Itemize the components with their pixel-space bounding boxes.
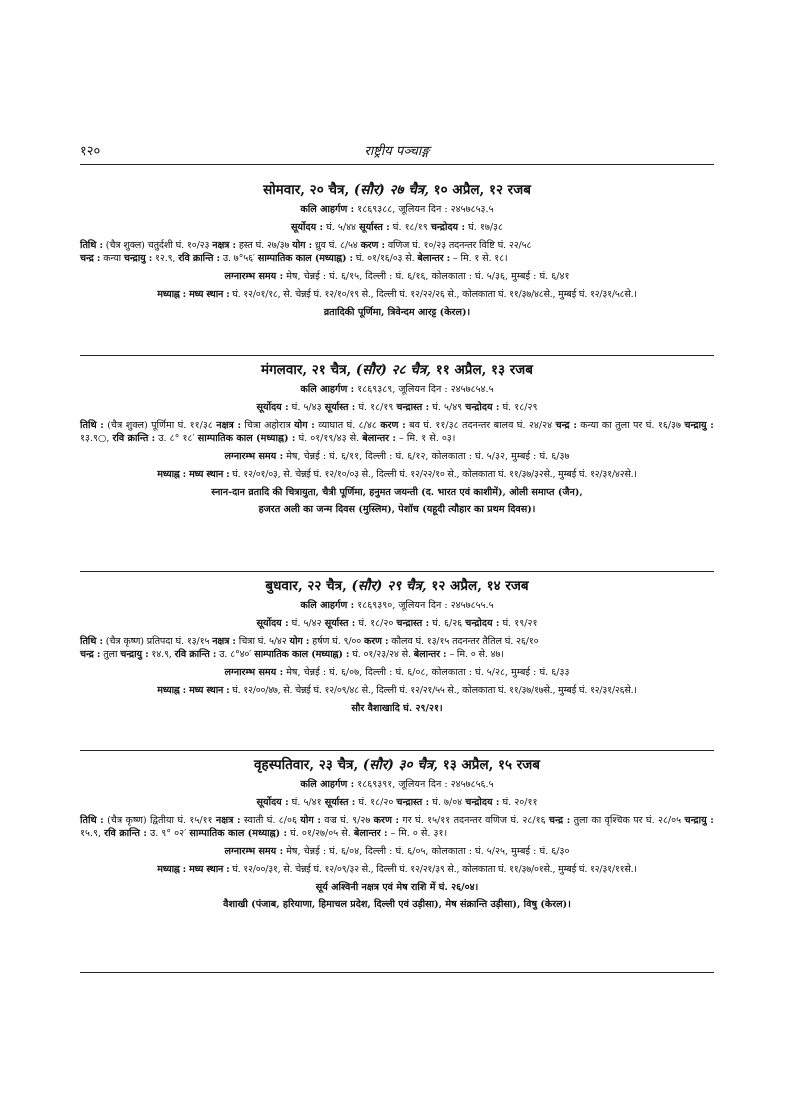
nakshatra-label: नक्षत्र :: [212, 240, 236, 251]
chandra-value: कन्या का तुला पर घं. १६/३७: [580, 420, 682, 431]
moonrise-value: घं. १८/२९: [502, 402, 538, 413]
day-title: [80, 182, 714, 198]
karana-label: करण :: [373, 815, 400, 826]
sunrise-value: घं. ५/४२: [291, 618, 322, 629]
day-title-main: बुधवार, २२ चैत्र,: [265, 578, 347, 594]
yoga-label: योग :: [289, 636, 310, 647]
lagna-line: [80, 666, 714, 679]
day-title-rest: १० अप्रैल, १२ रजब: [433, 182, 531, 198]
kali-label: कलि आहर्गण :: [300, 600, 355, 611]
kali-label: कलि आहर्गण :: [300, 204, 355, 215]
day-title-saur: (सौर) २८ चैत्र,: [355, 362, 432, 378]
kali-ahargana-line: [80, 599, 714, 612]
sunrise-value: घं. ५/४३: [291, 402, 322, 413]
sampatik-kaal-label: साम्पातिक काल (मध्याह्न) :: [257, 253, 353, 264]
day-title-saur: (सौर) ३० चैत्र,: [362, 757, 438, 773]
tithi-value: (चैत्र शुक्ल) चतुर्दशी घं. १०/२३: [105, 240, 210, 251]
tithi-label: तिथि :: [80, 420, 104, 431]
chandra-label: चन्द्र :: [555, 420, 577, 431]
karana-value: कौलव घं. १३/१५ तदनन्तर तैतिल घं. २६/१०: [391, 636, 539, 647]
ravi-kranti-label: रवि क्रान्ति :: [104, 828, 147, 839]
sunset-label: सूर्यास्त :: [359, 222, 390, 233]
day-title-main: मंगलवार, २१ चैत्र,: [261, 362, 352, 378]
karana-value: वणिज घं. १०/२३ तदनन्तर विष्टि घं. २२/५८: [387, 240, 532, 251]
lagna-line: [80, 845, 714, 858]
day-title-rest: ११ अप्रैल, १३ रजब: [435, 362, 533, 378]
nakshatra-value: हस्त घं. २७/३७: [238, 240, 290, 251]
julian-day-value: २४५७८५३.५: [450, 204, 494, 215]
lagna-value: मेष, चेन्नई : घं. ६/०४, दिल्ली : घं. ६/०५, कोलकाता : घं. ५/२५, मुम्बई : घं. ६/३०: [286, 846, 570, 857]
ravi-kranti-value: उ. ७°५६′: [222, 253, 255, 264]
sunset-label: सूर्यास्त :: [324, 402, 356, 413]
karana-value: बव घं. ११/३८ तदनन्तर बालव घं. २४/२४: [409, 420, 553, 431]
day-entry: [80, 362, 714, 520]
belantar-value: – मि. ० से. ४७।: [449, 649, 504, 660]
sunset-label: सूर्यास्त :: [324, 618, 356, 629]
nakshatra-value: स्वाती घं. ८/०६: [243, 815, 297, 826]
chandra-value: तुला: [103, 649, 118, 660]
madhyahna-label: मध्याह्न : मध्य स्थान :: [157, 469, 230, 480]
day-title-saur: (सौर) २७ चैत्र,: [353, 182, 429, 198]
madhyahna-value: घं. १२/०१/१८, से. चेन्नई घं. १२/१०/१९ से., दिल्ली घं. १२/२२/२६ से., कोलकाता घं. ११/३७/४८से., मुम्बई घं. १२/३१/५८से.।: [232, 289, 637, 300]
madhyahna-value: घं. १२/००/३१, से. चेन्नई घं. १२/०९/३२ से., दिल्ली घं. १२/२१/३९ से., कोलकाता घं. ११/३७/०१से., मुम्बई घं. १२/३१/११से.।: [232, 864, 637, 875]
sunset-label: सूर्यास्त :: [324, 797, 356, 808]
chandrayu-value: १४.९,: [151, 649, 172, 660]
lagna-label: लग्नारम्भ समय :: [224, 451, 284, 462]
chandra-value: कन्या: [103, 253, 122, 264]
moonrise-label: चन्द्रोदय :: [465, 618, 500, 629]
lagna-value: मेष, चेन्नई : घं. ६/११, दिल्ली : घं. ६/१२, कोलकाता : घं. ५/३२, मुम्बई : घं. ६/३७: [286, 451, 570, 462]
nakshatra-label: नक्षत्र :: [212, 636, 236, 647]
day-title: [80, 362, 714, 378]
day-title-main: सोमवार, २० चैत्र,: [263, 182, 350, 198]
yoga-value: हर्षण घं. ९/००: [312, 636, 362, 647]
day-title-rest: १२ अप्रैल, १४ रजब: [431, 578, 529, 594]
chandrayu-label: चन्द्रायु :: [684, 815, 714, 826]
moon-label: चन्द्रास्त :: [396, 402, 430, 413]
sunset-value: घं. १८/२०: [358, 618, 394, 629]
sunrise-value: घं. ५/४४: [326, 222, 357, 233]
sunrise-line: [80, 796, 714, 809]
day-title: [80, 578, 714, 594]
day-entry: [80, 757, 714, 915]
ravi-kranti-value: उ. ८° १८′: [158, 433, 195, 444]
moon-value: घं. ६/२६: [432, 618, 463, 629]
sunrise-label: सूर्योदय :: [256, 618, 289, 629]
lagna-label: लग्नारम्भ समय :: [224, 271, 284, 282]
nakshatra-value: चित्रा घं. ५/४२: [238, 636, 287, 647]
karana-label: करण :: [364, 636, 389, 647]
section-divider: [80, 355, 714, 356]
day-entry: [80, 182, 714, 323]
nakshatra-value: चित्रा अहोरात्र: [244, 420, 291, 431]
madhyahna-value: घं. १२/००/४७, से. चेन्नई घं. १२/०९/४८ से., दिल्ली घं. १२/२१/५५ से., कोलकाता घं. ११/३७/१७से., मुम्बई घं. १२/३१/२६से.।: [232, 685, 637, 696]
yoga-value: वज्र घं. ९/२७: [324, 815, 371, 826]
day-title-saur: (सौर) २९ चैत्र,: [351, 578, 427, 594]
kali-label: कलि आहर्गण :: [300, 779, 355, 790]
tithi-label: तिथि :: [80, 815, 104, 826]
sunset-value: घं. १८/२०: [358, 797, 394, 808]
festival-note: स्नान-दान व्रतादि की चित्रायुता, चैत्री पूर्णिमा, हनुमत जयन्ती (द. भारत एवं काशीमें), ओली समाप्त (जैन),: [211, 487, 583, 498]
moon-value: घं. ७/०४: [432, 797, 463, 808]
moonrise-label: चन्द्रोदय :: [465, 402, 500, 413]
lagna-label: लग्नारम्भ समय :: [224, 846, 284, 857]
kali-ahargana-line: [80, 383, 714, 396]
belantar-label: बेलान्तर :: [353, 828, 388, 839]
sampatik-kaal-value: घं. ०१/१६/०३ से.: [355, 253, 415, 264]
moonrise-label: चन्द्रोदय :: [465, 797, 500, 808]
tithi-value: (चैत्र कृष्ण) प्रतिपदा घं. १३/१५: [105, 636, 210, 647]
sunrise-label: सूर्योदय :: [290, 222, 324, 233]
kali-label: कलि आहर्गण :: [300, 384, 355, 395]
belantar-value: – मि. ० से. ३१।: [390, 828, 448, 839]
moon-label: चन्द्रोदय :: [430, 222, 466, 233]
day-title-main: वृहस्पतिवार, २३ चैत्र,: [254, 757, 359, 773]
tithi-label: तिथि :: [80, 636, 103, 647]
julian-day-value: २४५७८५५.५: [450, 600, 494, 611]
madhyahna-line: [80, 863, 714, 876]
chandrayu-label: चन्द्रायु :: [123, 253, 153, 264]
karana-value: गर घं. १५/११ तदनन्तर वणिज घं. २८/१६: [402, 815, 546, 826]
ravi-kranti-label: रवि क्रान्ति :: [178, 253, 220, 264]
yoga-value: व्याघात घं. ८/४८: [318, 420, 377, 431]
belantar-label: बेलान्तर :: [413, 649, 447, 660]
lagna-line: [80, 270, 714, 283]
sunrise-line: [80, 401, 714, 414]
section-divider: [80, 972, 714, 973]
yoga-value: ध्रुव घं. ८/५४: [314, 240, 358, 251]
festival-note: सौर वैशाखादि घं. २९/२१।: [351, 703, 443, 714]
karana-label: करण :: [380, 420, 406, 431]
madhyahna-value: घं. १२/०१/०३, से. चेन्नई घं. १२/१०/०३ से., दिल्ली घं. १२/२२/१० से., कोलकाता घं. ११/३७/३२से., मुम्बई घं. १२/३१/४२से.।: [232, 469, 637, 480]
tithi-label: तिथि :: [80, 240, 103, 251]
lagna-label: लग्नारम्भ समय :: [224, 667, 284, 678]
sunset-value: घं. १८/१९: [358, 402, 394, 413]
tithi-paragraph: [80, 419, 714, 445]
page-header: [80, 141, 714, 165]
madhyahna-label: मध्याह्न : मध्य स्थान :: [157, 289, 230, 300]
sampatik-kaal-label: साम्पातिक काल (मध्याह्न) :: [254, 649, 350, 660]
moon-value: घं. ५/४९: [432, 402, 463, 413]
header-divider: [80, 164, 714, 165]
lagna-value: मेष, चेन्नई : घं. ६/१५, दिल्ली : घं. ६/१६, कोलकाता : घं. ५/३६, मुम्बई : घं. ६/४१: [286, 271, 570, 282]
kali-value: १८६९३९१, जूलियन दिन :: [357, 779, 448, 790]
karana-label: करण :: [360, 240, 385, 251]
kali-value: १८६९३८८, जूलियन दिन :: [357, 204, 448, 215]
madhyahna-label: मध्याह्न : मध्य स्थान :: [157, 685, 230, 696]
chandrayu-value: १३.९○,: [80, 433, 110, 444]
festival-note: वैशाखी (पंजाब, हरियाणा, हिमाचल प्रदेश, दिल्ली एवं उड़ीसा), मेष संक्रान्ति उड़ीसा), विषु (केरल)।: [223, 899, 571, 910]
tithi-paragraph: [80, 814, 714, 840]
madhyahna-line: [80, 684, 714, 697]
running-title: राष्ट्रीय पञ्चाङ्ग: [364, 144, 430, 159]
madhyahna-line: [80, 288, 714, 301]
yoga-label: योग :: [294, 420, 315, 431]
kali-ahargana-line: [80, 778, 714, 791]
ravi-kranti-value: उ. ९° ०२′: [149, 828, 187, 839]
chandra-label: चन्द्र :: [548, 815, 571, 826]
belantar-value: – मि. १ से. १८।: [452, 253, 508, 264]
sunrise-line: [80, 617, 714, 630]
belantar-value: – मि. १ से. ०३।: [399, 433, 456, 444]
julian-day-value: २४५७८५६.५: [450, 779, 494, 790]
sunrise-line: [80, 221, 714, 234]
madhyahna-line: [80, 468, 714, 481]
tithi-value: (चैत्र कृष्ण) द्वितीया घं. १५/११: [107, 815, 213, 826]
yoga-label: योग :: [292, 240, 312, 251]
ravi-kranti-value: उ. ८°४०′: [219, 649, 252, 660]
sunrise-label: सूर्योदय :: [256, 402, 289, 413]
chandrayu-label: चन्द्रायु :: [120, 649, 149, 660]
ravi-kranti-label: रवि क्रान्ति :: [174, 649, 217, 660]
moon-label: चन्द्रास्त :: [396, 797, 430, 808]
chandra-label: चन्द्र :: [80, 649, 101, 660]
tithi-paragraph: [80, 635, 714, 661]
tithi-value: (चैत्र शुक्ल) पूर्णिमा घं. ११/३८: [107, 420, 213, 431]
sunrise-label: सूर्योदय :: [256, 797, 289, 808]
sampatik-kaal-label: साम्पातिक काल (मध्याह्न) :: [189, 828, 288, 839]
moonrise-value: घं. २०/११: [502, 797, 538, 808]
section-divider: [80, 750, 714, 751]
moonrise-value: घं. १९/२१: [502, 618, 538, 629]
chandrayu-value: १२.९,: [155, 253, 176, 264]
festival-note: व्रतादिकी पूर्णिमा, त्रिवेन्दम आरट्ट (केरल)।: [323, 307, 471, 318]
lagna-line: [80, 450, 714, 463]
sampatik-kaal-value: घं. ०१/२३/२४ से.: [352, 649, 411, 660]
sampatik-kaal-value: घं. ०१/२७/०५ से.: [290, 828, 351, 839]
kali-value: १८६९३८९, जूलियन दिन :: [357, 384, 448, 395]
yoga-label: योग :: [300, 815, 321, 826]
moon-value: घं. १७/३८: [468, 222, 504, 233]
chandra-value: तुला का वृश्चिक पर घं. २८/०५: [573, 815, 682, 826]
chandra-label: चन्द्र :: [80, 253, 101, 264]
festival-note: सूर्य अश्विनी नक्षत्र एवं मेष राशि में घं. २६/०४।: [315, 882, 479, 893]
sunset-value: घं. १८/१९: [392, 222, 428, 233]
day-title-rest: १३ अप्रैल, १५ रजब: [442, 757, 540, 773]
day-entry: [80, 578, 714, 719]
chandrayu-value: १५.९,: [80, 828, 102, 839]
day-title: [80, 757, 714, 773]
ravi-kranti-label: रवि क्रान्ति :: [112, 433, 156, 444]
moon-label: चन्द्रास्त :: [396, 618, 430, 629]
belantar-label: बेलान्तर :: [362, 433, 396, 444]
kali-ahargana-line: [80, 203, 714, 216]
page-number: १२०: [80, 144, 101, 159]
sampatik-kaal-label: साम्पातिक काल (मध्याह्न) :: [197, 433, 296, 444]
madhyahna-label: मध्याह्न : मध्य स्थान :: [157, 864, 230, 875]
section-divider: [80, 571, 714, 572]
nakshatra-label: नक्षत्र :: [215, 815, 241, 826]
sampatik-kaal-value: घं. ०१/१९/४३ से.: [298, 433, 360, 444]
tithi-paragraph: [80, 239, 714, 265]
kali-value: १८६९३९०, जूलियन दिन :: [357, 600, 448, 611]
chandrayu-label: चन्द्रायु :: [684, 420, 714, 431]
belantar-label: बेलान्तर :: [417, 253, 451, 264]
nakshatra-label: नक्षत्र :: [216, 420, 241, 431]
sunrise-value: घं. ५/४१: [291, 797, 322, 808]
julian-day-value: २४५७८५४.५: [450, 384, 494, 395]
festival-note: हजरत अली का जन्म दिवस (मुस्लिम), पेशॉच (यहूदी त्यौहार का प्रथम दिवस)।: [258, 504, 536, 515]
lagna-value: मेष, चेन्नई : घं. ६/०७, दिल्ली : घं. ६/०८, कोलकाता : घं. ५/२८, मुम्बई : घं. ६/३३: [286, 667, 570, 678]
